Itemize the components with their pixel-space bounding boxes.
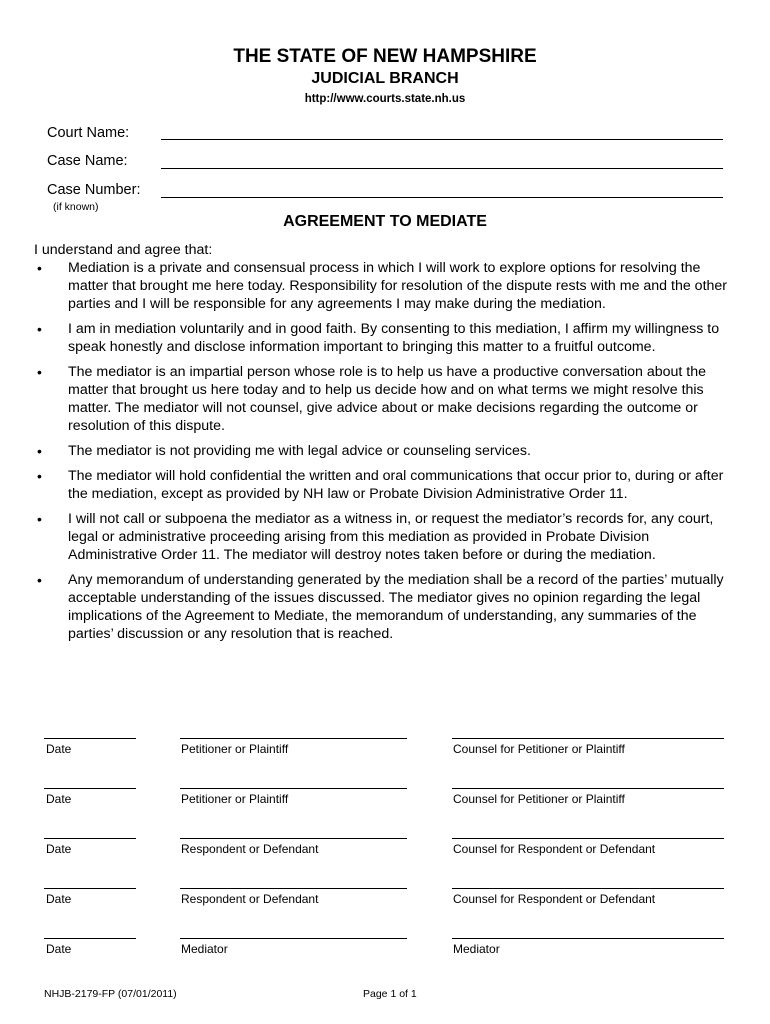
state-heading: THE STATE OF NEW HAMPSHIRE <box>233 46 537 67</box>
signature-row <box>0 838 770 868</box>
counsel-signature-line[interactable] <box>452 888 724 889</box>
bullet-icon: • <box>37 511 42 527</box>
list-item: • Mediation is a private and consensual process in which I will work to explore options for resolving the matter that brought me here today. Responsibility for resolution of the dispute rests with me and the other parties and I will be responsible for any agreements I may make during the mediation. <box>37 260 728 312</box>
list-item: • The mediator is an impartial person whose role is to help us have a productive conversation about the matter that brought us here today and to help us decide how and on what terms we might resolve this matter. The mediator will not counsel, give advice about or make decisions regarding the outcome or resolution of this dispute. <box>37 364 707 434</box>
signature-row <box>0 738 770 768</box>
list-item: • I will not call or subpoena the mediator as a witness in, or request the mediator’s records for, any court, legal or administrative proceeding arising from this mediation as provided in Probate Division Administrative Order 11. The mediator will destroy notes taken before or during the mediation. <box>37 511 714 563</box>
case-number-field[interactable] <box>161 197 723 198</box>
court-name-label: Court Name: <box>47 125 130 141</box>
page-number: Page 1 of 1 <box>363 988 417 1000</box>
date-signature-line[interactable] <box>44 738 136 739</box>
date-signature-line[interactable] <box>44 938 136 939</box>
counsel-signature-line[interactable] <box>452 738 724 739</box>
signature-row <box>0 938 770 968</box>
mediator-label: Mediator <box>453 942 500 956</box>
party-signature-line[interactable] <box>180 738 407 739</box>
date-signature-line[interactable] <box>44 788 136 789</box>
branch-heading: JUDICIAL BRANCH <box>311 70 459 87</box>
counsel-label: Counsel for Petitioner or Plaintiff <box>453 792 625 806</box>
date-label: Date <box>46 742 72 756</box>
bullet-icon: • <box>37 443 42 459</box>
date-signature-line[interactable] <box>44 838 136 839</box>
counsel-label: Counsel for Respondent or Defendant <box>453 892 656 906</box>
bullet-icon: • <box>37 260 42 276</box>
bullet-icon: • <box>37 321 42 337</box>
document-title: AGREEMENT TO MEDIATE <box>283 213 487 230</box>
date-signature-line[interactable] <box>44 888 136 889</box>
counsel-signature-line[interactable] <box>452 838 724 839</box>
case-name-label: Case Name: <box>47 153 128 169</box>
counsel-label: Counsel for Petitioner or Plaintiff <box>453 742 625 756</box>
mediator-signature-line[interactable] <box>452 938 724 939</box>
court-url: http://www.courts.state.nh.us <box>304 93 466 105</box>
list-item: • Any memorandum of understanding generated by the mediation shall be a record of the parties’ mutually acceptable understanding of the issues discussed. The mediator gives no opinion regarding the legal implications of the Agreement to Mediate, the memorandum of understanding, any summaries of the parties’ discussion or any resolution that is reached. <box>37 572 724 642</box>
date-label: Date <box>46 942 72 956</box>
list-item: • The mediator is not providing me with legal advice or counseling services. <box>37 443 531 459</box>
party-label: Respondent or Defendant <box>181 842 319 856</box>
party-label: Petitioner or Plaintiff <box>181 742 289 756</box>
bullet-icon: • <box>37 468 42 484</box>
date-label: Date <box>46 892 72 906</box>
signature-row <box>0 888 770 918</box>
signature-row <box>0 788 770 818</box>
mediator-signature-line[interactable] <box>180 938 407 939</box>
date-label: Date <box>46 842 72 856</box>
party-label: Respondent or Defendant <box>181 892 319 906</box>
form-id: NHJB-2179-FP (07/01/2011) <box>44 988 177 1000</box>
date-label: Date <box>46 792 72 806</box>
court-name-field[interactable] <box>161 139 723 140</box>
mediator-label: Mediator <box>181 942 228 956</box>
case-number-label: Case Number: <box>47 182 141 198</box>
counsel-signature-line[interactable] <box>452 788 724 789</box>
intro-text: I understand and agree that: <box>34 242 213 258</box>
party-signature-line[interactable] <box>180 838 407 839</box>
party-label: Petitioner or Plaintiff <box>181 792 289 806</box>
counsel-label: Counsel for Respondent or Defendant <box>453 842 656 856</box>
party-signature-line[interactable] <box>180 788 407 789</box>
list-item: • I am in mediation voluntarily and in good faith. By consenting to this mediation, I affirm my willingness to speak honestly and disclose information important to bringing this matter to a fruitful outcome. <box>37 321 720 355</box>
agreement-list <box>34 259 734 650</box>
bullet-icon: • <box>37 364 42 380</box>
list-item: • The mediator will hold confidential the written and oral communications that occur prior to, during or after the mediation, except as provided by NH law or Probate Division Administrative Order 11. <box>37 468 724 502</box>
case-name-field[interactable] <box>161 168 723 169</box>
bullet-icon: • <box>37 572 42 588</box>
if-known-note: (if known) <box>53 201 99 213</box>
party-signature-line[interactable] <box>180 888 407 889</box>
